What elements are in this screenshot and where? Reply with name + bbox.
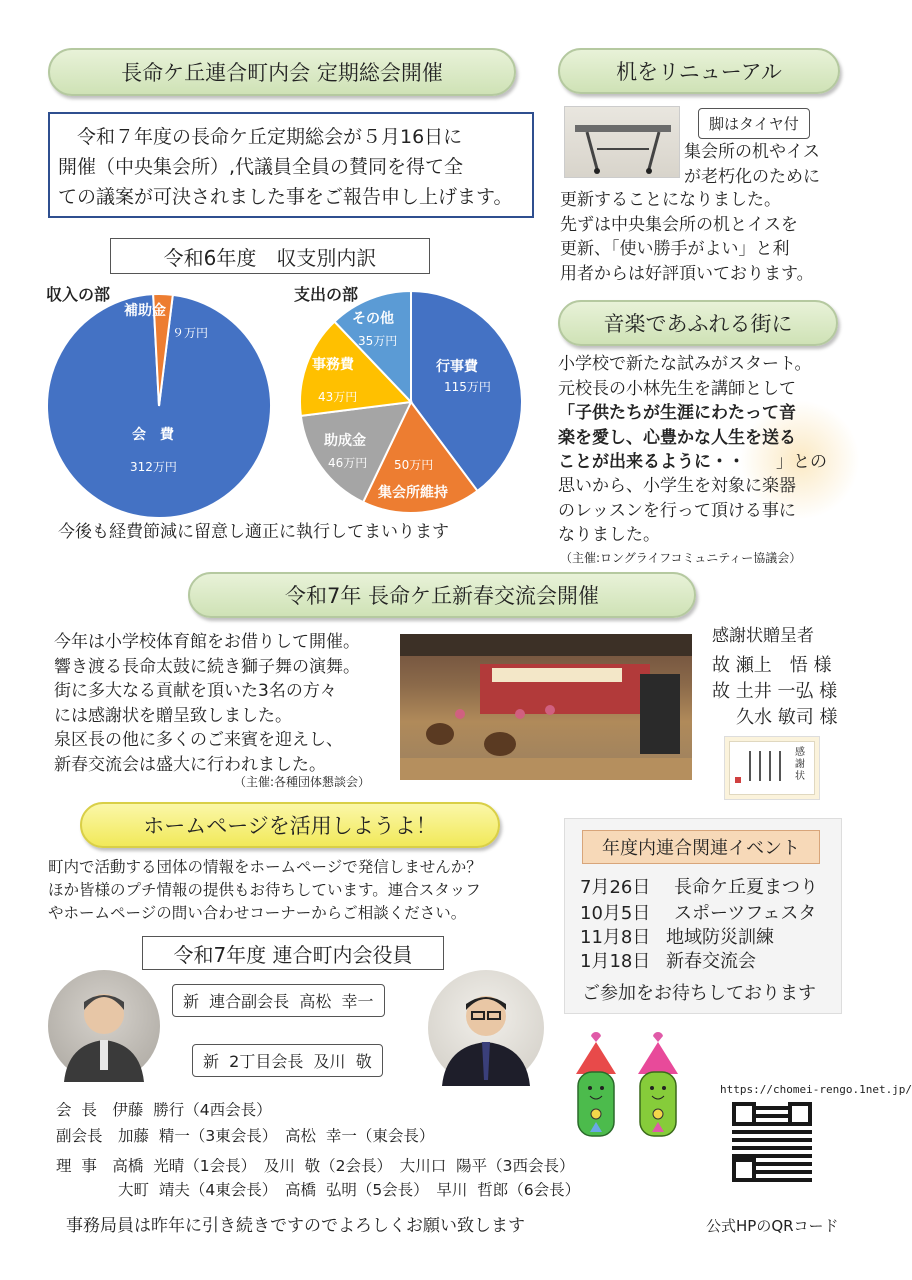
general-meeting-box: [48, 112, 534, 218]
event-date-3: 11月8日: [580, 927, 651, 948]
music-heading: 音楽であふれる街に: [558, 300, 838, 346]
music-text-bold-tail: 」との: [776, 452, 827, 472]
event-date-1: 7月26日: [580, 877, 651, 898]
event-name-1: 長命ケ丘夏まつり: [674, 877, 818, 898]
income-label: 収入の部: [46, 285, 111, 304]
income-slice-value-subsidy: ９万円: [172, 326, 209, 340]
officer-row-vice: 副会長 加藤 精一（3東会長） 高松 幸一（東会長）: [56, 1127, 435, 1145]
general-meeting-text: 令和７年度の長命ケ丘定期総会が５月16日に 開催（中央集会所）,代議員全員の賛同を得て全 ての議案が可決されました事をご報告申し上げます。: [58, 126, 513, 208]
events-heading: 年度内連合関連イベント: [582, 830, 820, 864]
event-date-2: 10月5日: [580, 903, 651, 924]
new-chief: 新 2丁目会長 及川 敬: [192, 1044, 383, 1077]
general-meeting-heading: 長命ケ丘連合町内会 定期総会開催: [48, 48, 516, 96]
events-closing: ご参加をお待ちしております: [582, 983, 816, 1004]
desks-side-text: 集会所の机やイス が老朽化のために: [684, 142, 820, 187]
expense-slice-label-hall: 集会所維持: [378, 485, 448, 501]
officer-row-directors-2: 大町 靖夫（4東会長） 高橋 弘明（5会長） 早川 哲郎（6会長）: [56, 1181, 581, 1199]
music-text-2: 思いから、小学生を対象に楽器 のレッスンを行って頂ける事に なりました。: [558, 476, 796, 545]
income-slice-label-fee: 会 費: [132, 427, 174, 443]
expense-slice-label-grants: 助成金: [324, 433, 366, 449]
expense-slice-value-grants: 46万円: [328, 456, 368, 470]
music-text-bold: 「子供たちが生涯にわたって音 楽を愛し、心豊かな人生を送る ことが出来るように・・: [558, 403, 796, 472]
officers-heading: 令和7年度 連合町内会役員: [142, 936, 444, 970]
homepage-text: 町内で活動する団体の情報をホームページで発信しませんか？ ほか皆様のプチ情報の提供もお待ちしています。連合スタッフ やホームページの問い合わせコーナーからご相談ください。: [48, 858, 482, 922]
qr-code: [732, 1102, 812, 1182]
new-year-text: 今年は小学校体育館をお借りして開催。 響き渡る長命太鼓に続き獅子舞の演舞。 街に多大なる貢献を頂いた3名の方々 には感謝状を贈呈致しました。 泉区長の他に多くのご来賓を迎えし、 新春交流会は盛大に行われました。: [54, 632, 360, 775]
vice-president-photo: [48, 970, 160, 1082]
event-date-4: 1月18日: [580, 951, 651, 972]
budget-heading: 令和6年度 収支別内訳: [110, 238, 430, 274]
desks-text: 更新することになりました。 先ずは中央集会所の机とイスを 更新、「使い勝手がよい」と利 用者からは好評頂いております。: [560, 190, 814, 284]
certificate-text: 感謝状: [795, 747, 805, 782]
awards-title: 感謝状贈呈者: [712, 626, 814, 646]
expense-slice-value-other: 35万円: [358, 334, 398, 348]
desk-photo: [564, 106, 680, 178]
office-note: 事務局員は昨年に引き続きですのでよろしくお願い致します: [66, 1216, 525, 1236]
budget-note: 今後も経費節減に留意し適正に執行してまいります: [58, 522, 449, 542]
event-name-4: 新春交流会: [666, 951, 756, 972]
chief-photo: [428, 970, 544, 1086]
qr-caption: 公式HPのQRコード: [706, 1217, 839, 1235]
new-year-photo: [400, 634, 692, 780]
desks-heading: 机をリニューアル: [558, 48, 840, 94]
income-slice-value-fee: 312万円: [130, 460, 177, 474]
homepage-heading: ホームページを活用しようよ！: [80, 802, 500, 848]
expense-slice-value-hall: 50万円: [394, 458, 434, 472]
expense-slice-value-events: 115万円: [444, 380, 491, 394]
income-pie-chart: [46, 288, 276, 520]
new-year-heading: 令和7年 長命ケ丘新春交流会開催: [188, 572, 696, 618]
expense-label: 支出の部: [294, 285, 359, 304]
expense-slice-label-office: 事務費: [312, 357, 354, 373]
expense-slice-value-office: 43万円: [318, 390, 358, 404]
event-name-3: 地域防災訓練: [666, 927, 774, 948]
qr-url-top: https://chomei-rengo.1net.jp/: [720, 1083, 912, 1096]
new-year-sponsor: （主催:各種団体懇談会）: [234, 775, 371, 789]
expense-slice-label-other: その他: [352, 311, 394, 327]
officer-row-president: 会 長 伊藤 勝行（4西会長）: [56, 1101, 272, 1119]
awardee-3: 久水 敏司 様: [736, 707, 838, 728]
awardee-2: 故 土井 一弘 様: [712, 681, 838, 702]
certificate-image: [724, 736, 820, 800]
music-text-1: 小学校で新たな試みがスタート。 元校長の小林先生を講師として: [558, 354, 812, 399]
income-slice-label-subsidy: 補助金: [124, 303, 166, 319]
desks-callout: 脚はタイヤ付: [698, 108, 810, 139]
officer-row-directors-1: 理 事 高橋 光晴（1会長） 及川 敬（2会長） 大川口 陽平（3西会長）: [56, 1157, 575, 1175]
awardee-1: 故 瀬上 悟 様: [712, 655, 832, 676]
music-sponsor: （主催:ロングライフコミュニティー協議会）: [560, 551, 802, 565]
event-name-2: スポーツフェスタ: [674, 903, 817, 924]
expense-slice-label-events: 行事費: [436, 359, 478, 375]
mascot-characters: [566, 1028, 706, 1152]
new-vice-president: 新 連合副会長 高松 幸一: [172, 984, 385, 1017]
